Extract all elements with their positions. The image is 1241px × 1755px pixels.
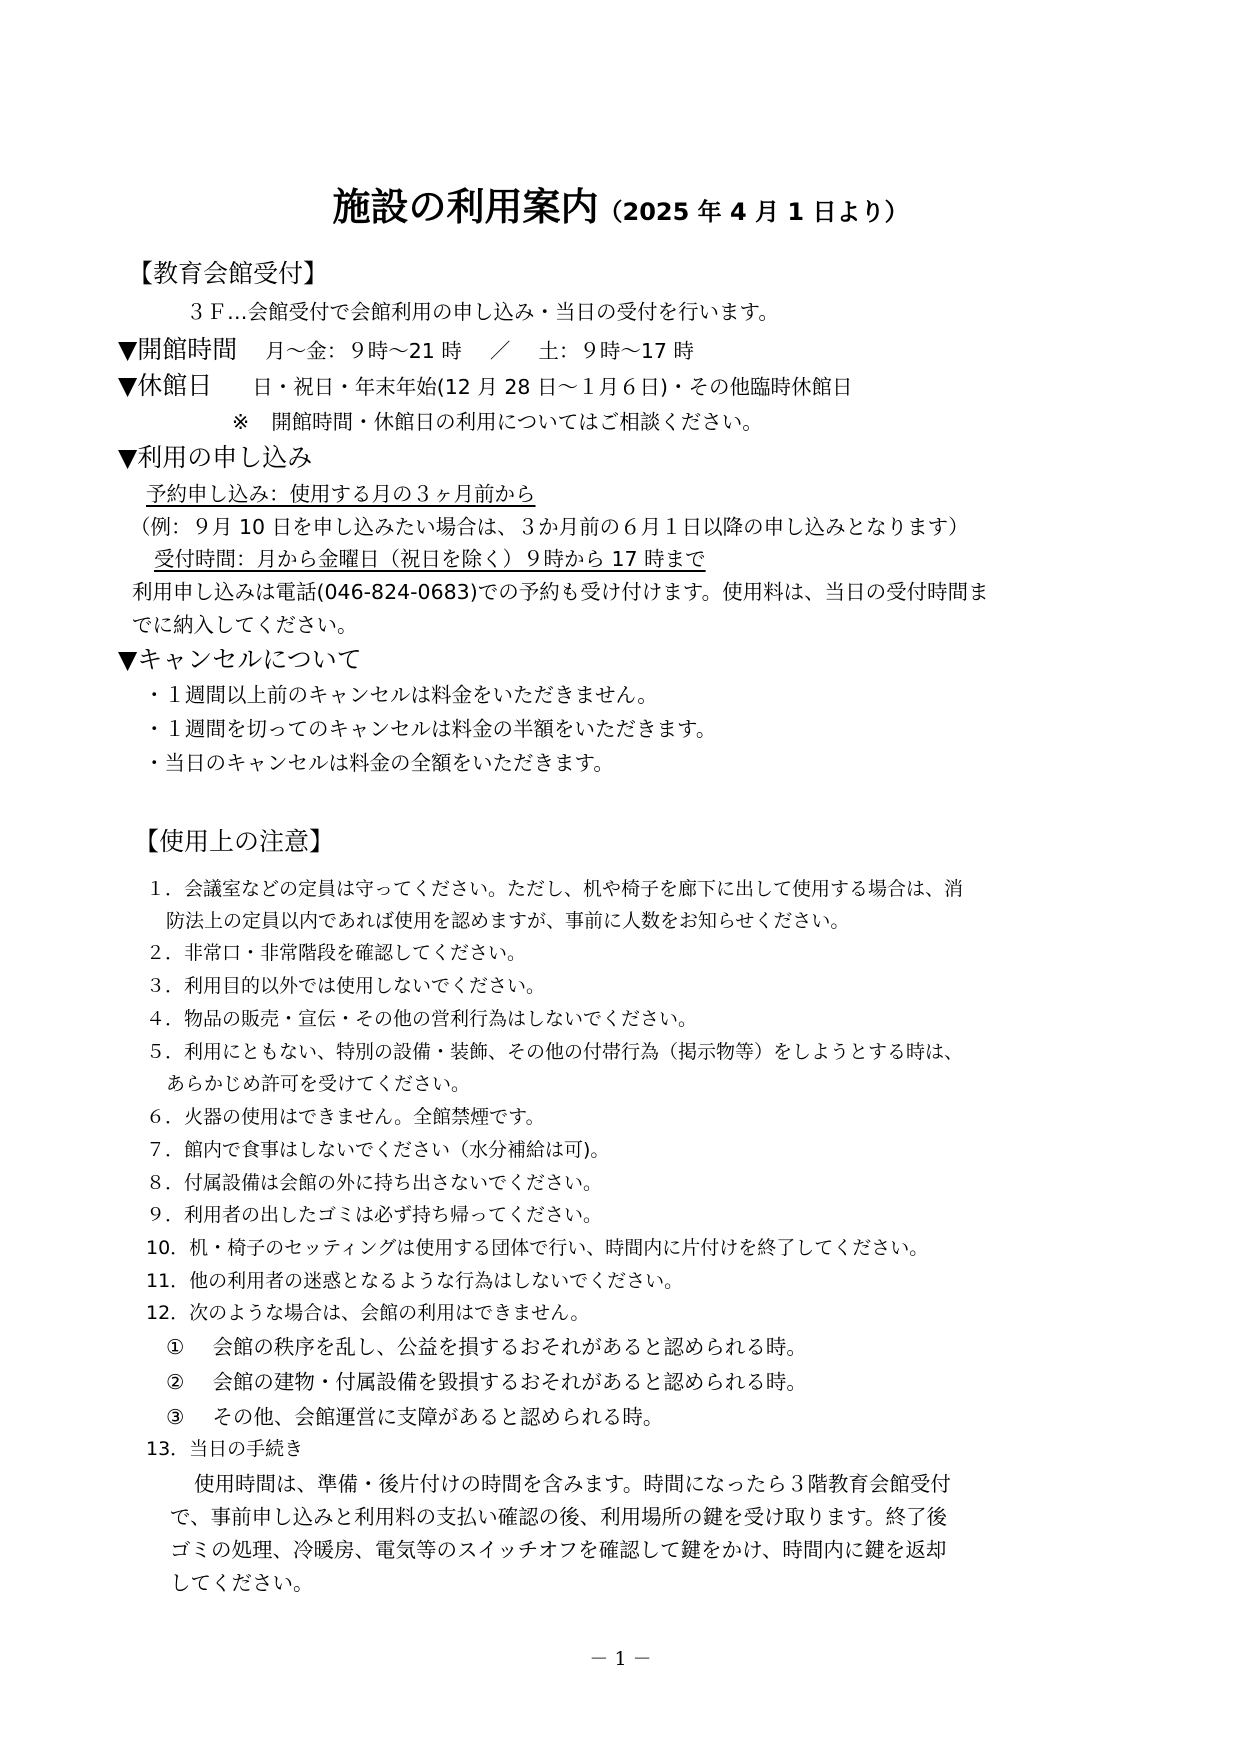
closed-days-row [118,366,852,402]
closed-days-value: 日・祝日・年末年始(12 月 28 日～１月６日)・その他臨時休館日 [252,375,853,399]
reservation-example: （例：９月 10 日を申し込みたい場合は、３か月前の６月１日以降の申し込みとなります） [130,515,969,539]
note-item: ７．館内で食事はしないでください（水分補給は可)。 [146,1139,610,1161]
note-item-continuation: 防法上の定員以内であれば使用を認めますが、事前に人数をお知らせください。 [166,910,850,932]
cancellation-item: ・１週間を切ってのキャンセルは料金の半額をいただきます。 [144,717,717,741]
note-item: 10．机・椅子のセッティングは使用する団体で行い、時間内に片付けを終了してください。 [146,1237,929,1259]
refusal-condition [166,1330,807,1360]
opening-hours-row [118,330,694,366]
note-item: ８．付属設備は会館の外に持ち出さないでください。 [146,1172,603,1194]
circled-number: ① [166,1335,185,1359]
reception-description: ３Ｆ…会館受付で会館利用の申し込み・当日の受付を行います。 [186,300,779,324]
weekday-hours: 月～金：９時～21 時 [265,339,462,363]
refusal-condition-text: その他、会館運営に支障があると認められる時。 [212,1405,664,1429]
title-main: 施設の利用案内 [332,185,599,229]
closed-days-label: ▼休館日 [118,371,213,400]
note-item: 12．次のような場合は、会館の利用はできません。 [146,1302,590,1324]
note-item: １．会議室などの定員は守ってください。ただし、机や椅子を廊下に出して使用する場合は、消 [146,878,964,900]
procedure-line: 使用時間は、準備・後片付けの時間を含みます。時間になったら３階教育会館受付 [194,1472,951,1496]
note-item: 11．他の利用者の迷惑となるような行為はしないでください。 [146,1270,684,1292]
application-label: ▼利用の申し込み [118,443,313,472]
procedure-line: で、事前申し込みと利用料の支払い確認の後、利用場所の鍵を受け取ります。終了後 [170,1505,947,1529]
note-item: ６．火器の使用はできません。全館禁煙です。 [146,1106,545,1128]
cancellation-item: ・当日のキャンセルは料金の全額をいただきます。 [144,751,614,775]
reservation-period: 予約申し込み：使用する月の３ヶ月前から [146,482,536,506]
reception-hours: 受付時間：月から金曜日（祝日を除く）９時から 17 時まで [154,547,706,571]
note-item-continuation: あらかじめ許可を受けてください。 [166,1073,471,1095]
note-mark: ※ [232,410,250,434]
refusal-condition [166,1400,663,1430]
reception-heading: 【教育会館受付】 [128,259,329,288]
note-item: ４．物品の販売・宣伝・その他の営利行為はしないでください。 [146,1008,698,1030]
closed-days-note [232,405,763,435]
procedure-line: ゴミの処理、冷暖房、電気等のスイッチオフを確認して鍵をかけ、時間内に鍵を返却 [170,1538,947,1562]
cancellation-item: ・１週間以上前のキャンセルは料金をいただきません。 [144,683,658,707]
refusal-condition-text: 会館の建物・付属設備を毀損するおそれがあると認められる時。 [212,1370,807,1394]
circled-number: ③ [166,1405,185,1429]
circled-number: ② [166,1370,185,1394]
title-date: （2025 年 4 月 1 日より） [598,198,909,226]
hours-separator: ／ [489,339,511,363]
procedure-line: してください。 [170,1571,314,1595]
page-title [0,176,1241,231]
note-item: ２．非常口・非常階段を確認してください。 [146,942,527,964]
page-number: － 1 － [589,1648,652,1670]
opening-hours-label: ▼開館時間 [118,335,238,364]
notes-heading: 【使用上の注意】 [134,827,335,856]
note-item: 13．当日の手続き [146,1438,304,1460]
phone-application-line2: でに納入してください。 [132,613,358,637]
note-text: 開館時間・休館日の利用についてはご相談ください。 [271,410,763,434]
phone-application-line1: 利用申し込みは電話(046-824-0683)での予約も受け付けます。使用料は、当日の受付時間ま [132,580,989,604]
refusal-condition-text: 会館の秩序を乱し、公益を損するおそれがあると認められる時。 [212,1335,807,1359]
refusal-condition [166,1365,807,1395]
cancellation-label: ▼キャンセルについて [118,645,362,674]
note-item: ３．利用目的以外では使用しないでください。 [146,975,546,997]
note-item: ９．利用者の出したゴミは必ず持ち帰ってください。 [146,1204,603,1226]
saturday-hours: 土：９時～17 時 [538,339,694,363]
note-item: ５．利用にともない、特別の設備・装飾、その他の付帯行為（掲示物等）をしようとする時は、 [146,1041,964,1063]
